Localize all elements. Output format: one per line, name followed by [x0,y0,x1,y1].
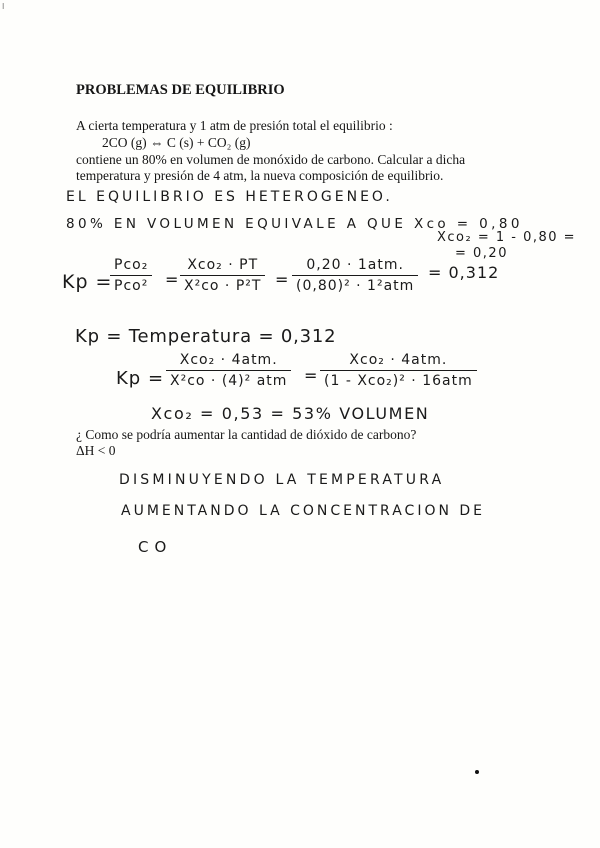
kp-label: Kp = [62,271,113,293]
page-edge-mark: I [2,2,5,11]
kp-fraction-values-numerator: 0,20 · 1atm. [306,257,404,273]
kp-fraction-pressures [110,257,152,294]
kp2-fraction-substituted-denominator: (1 - Xco₂)² · 16atm [320,370,477,389]
kp-fraction-pressures-denominator: Pco² [110,275,152,294]
kp2-label: Kp = [116,368,165,389]
equals-sign: = [304,366,318,385]
result-line: Xco₂ = 0,53 = 53% VOLUMEN [151,404,430,423]
kp-fraction-fractions [180,257,265,294]
kp2-fraction-molar-numerator: Xco₂ · 4atm. [179,352,278,368]
answer-increase-concentration: AUMENTANDO LA CONCENTRACION DE [121,503,486,519]
handwritten-line-xco2: Xco₂ = 1 - 0,80 = [437,230,577,245]
kp2-fraction-substituted [320,352,477,389]
reaction-equation: 2CO (g) ⇔ C (s) + CO₂ (g) [102,135,251,150]
ink-dot [475,770,479,774]
kp-result: = 0,312 [428,263,500,282]
kp2-fraction-molar-denominator: X²co · (4)² atm [166,370,291,389]
equals-sign: = [275,270,289,289]
statement-line-2: contiene un 80% en volumen de monóxido de carbono. Calcular a dicha [76,152,466,167]
kp-fraction-values-denominator: (0,80)² · 1²atm [292,275,418,294]
question-line-2: ΔH < 0 [76,443,116,458]
statement-line-1: A cierta temperatura y 1 atm de presión total el equilibrio : [76,118,393,133]
handwritten-line-volume: 80% EN VOLUMEN EQUIVALE A QUE Xco = 0,80 [66,216,523,232]
kp-fraction-fractions-denominator: X²co · P²T [180,275,265,294]
kp-temperature-line: Kp = Temperatura = 0,312 [75,326,337,347]
answer-co: CO [138,538,173,556]
page-title: PROBLEMAS DE EQUILIBRIO [76,82,285,98]
kp2-fraction-substituted-numerator: Xco₂ · 4atm. [349,352,448,368]
question-line-1: ¿ Como se podría aumentar la cantidad de dióxido de carbono? [76,427,417,442]
kp-fraction-fractions-numerator: Xco₂ · PT [187,257,259,273]
handwritten-line-heterogeneous: EL EQUILIBRIO ES HETEROGENEO. [66,189,393,205]
equals-sign: = [165,270,179,289]
kp-fraction-values [292,257,418,294]
kp2-fraction-molar [166,352,291,389]
answer-decrease-temperature: DISMINUYENDO LA TEMPERATURA [119,472,445,488]
statement-line-3: temperatura y presión de 4 atm, la nueva composición de equilibrio. [76,168,444,183]
kp-fraction-pressures-numerator: Pco₂ [114,257,149,273]
handwritten-line-xco2-result: = 0,20 [455,246,508,261]
